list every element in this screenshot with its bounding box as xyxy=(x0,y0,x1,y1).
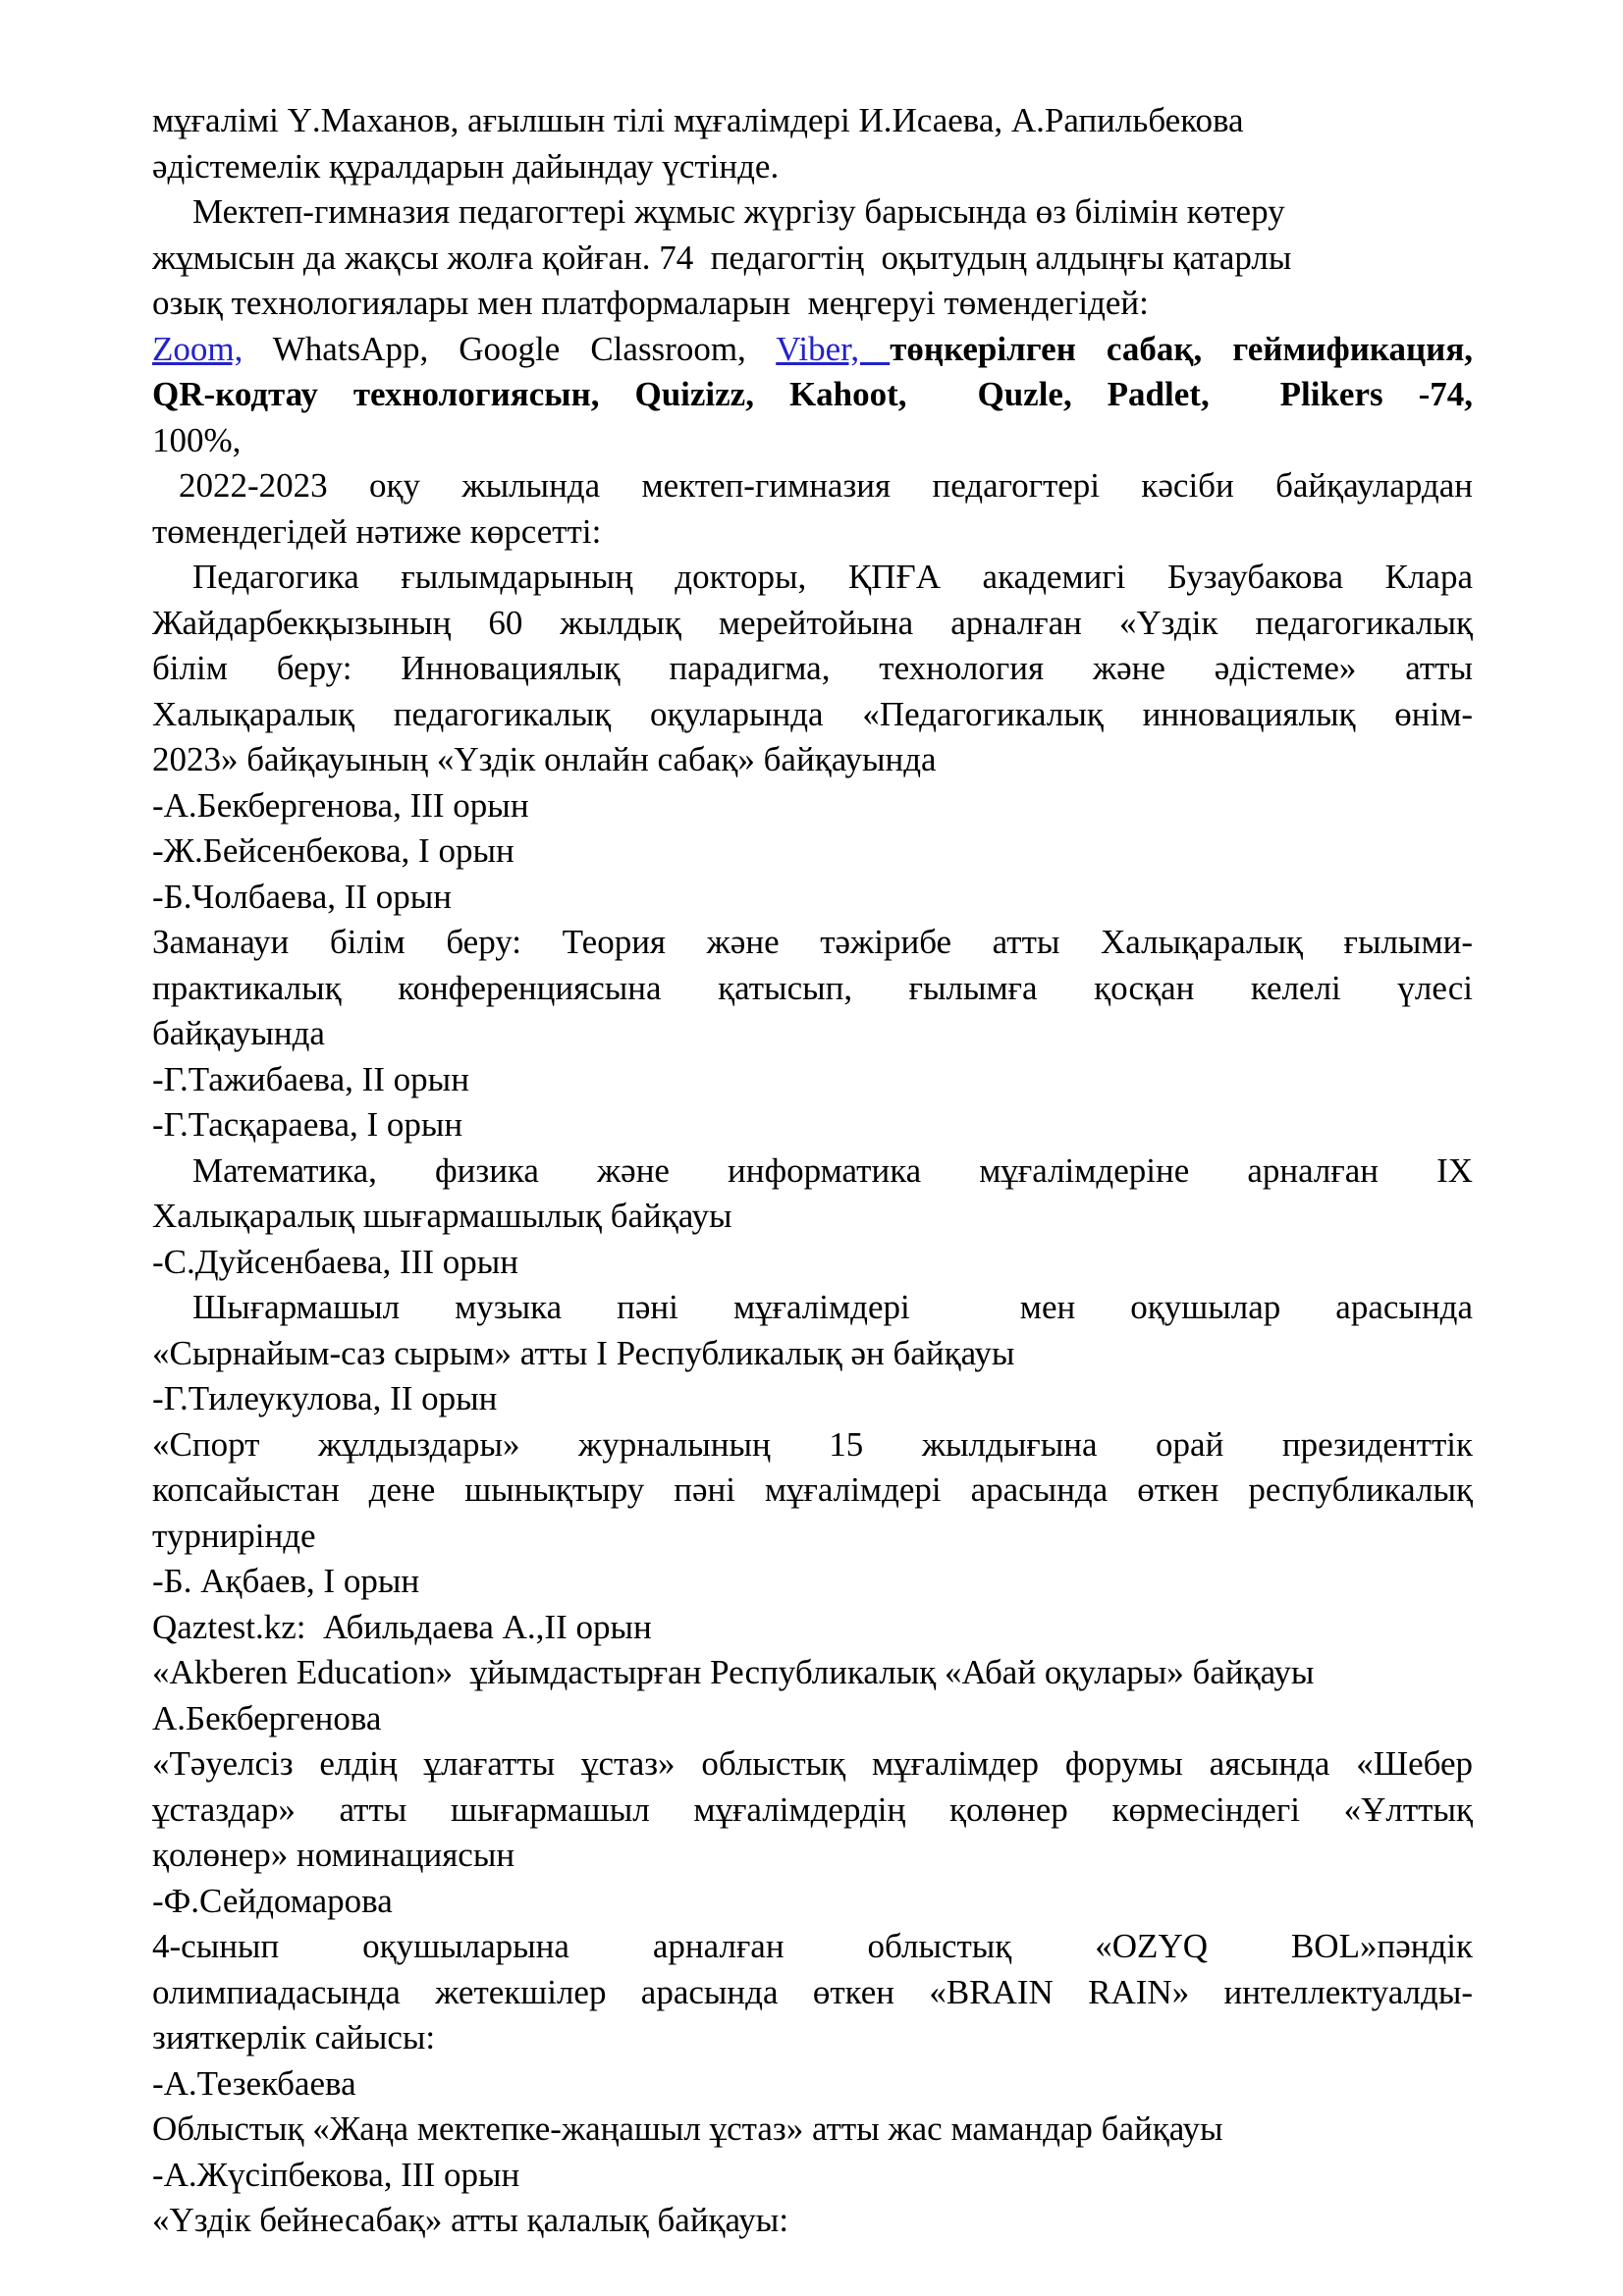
text-line xyxy=(152,1833,1473,1879)
text-run: Облыстық «Жаңа мектепке-жаңашыл ұстаз» атты жас мамандар байқауы xyxy=(152,2109,1223,2148)
text-run: «Тәуелсіз елдің ұлағатты ұстаз» облыстық мұғалімдер форумы аясында «Шебер xyxy=(152,1744,1473,1783)
text-run: WhatsApp, Google Classroom, xyxy=(243,329,777,368)
text-line xyxy=(152,1970,1473,2016)
text-run: зияткерлік сайысы: xyxy=(152,2018,436,2056)
text-line xyxy=(152,1285,1473,1331)
text-run: «Спорт жұлдыздары» журналының 15 жылдығына орай президенттік xyxy=(152,1424,1473,1464)
text-line xyxy=(152,1240,1473,1286)
text-run: 2022-2023 оқу жылында мектеп-гимназия педагогтері кәсіби байқаулардан xyxy=(179,466,1473,505)
text-line xyxy=(152,2198,1473,2244)
text-line xyxy=(152,1788,1473,1834)
text-line xyxy=(152,372,1473,418)
text-run: байқауында xyxy=(152,1014,325,1052)
text-run: әдістемелік құралдарын дайындау үстінде. xyxy=(152,146,780,186)
text-line xyxy=(152,920,1473,966)
text-run: Qaztest.kz: Абильдаева А.,II орын xyxy=(152,1607,652,1646)
text-run: жұмысын да жақсы жолға қойған. 74 педагогтің оқытудың алдыңғы қатарлы xyxy=(152,238,1292,277)
text-run: Мектеп-гимназия педагогтері жұмыс жүргізу барысында өз білімін көтеру xyxy=(192,192,1285,231)
text-run: «Сырнайым-саз сырым» атты I Республикалық ән байқауы xyxy=(152,1333,1015,1372)
text-line xyxy=(152,2061,1473,2108)
text-run: -Г.Тилеукулова, II орын xyxy=(152,1379,498,1417)
text-run: QR-кодтау технологиясын, Quizizz, Kahoot, Quzle, Padlet, Plikers -74, xyxy=(152,375,1473,413)
text-line xyxy=(152,1102,1473,1148)
text-run: «Akberen Education» ұйымдастырған Республикалық «Абай оқулары» байқауы xyxy=(152,1653,1315,1691)
text-line xyxy=(152,1148,1473,1195)
text-run: -Ф.Сейдомарова xyxy=(152,1881,393,1920)
text-run: мұғалімі Ү.Маханов, ағылшын тілі мұғалімдері И.Исаева, А.Рапильбекова xyxy=(152,101,1244,139)
text-run: озық технологиялары мен платформаларын меңгеруі төмендегідей: xyxy=(152,284,1149,322)
text-run: турнирінде xyxy=(152,1516,316,1555)
text-line xyxy=(152,1924,1473,1970)
text-run: практикалық конференциясына қатысып, ғылымға қосқан келелі үлесі xyxy=(152,968,1473,1007)
text-run: 2023» байқауының «Үздік онлайн сабақ» байқауында xyxy=(152,740,937,778)
text-line xyxy=(152,144,1473,190)
text-run: 100%, xyxy=(152,420,242,459)
text-run: «Үздік бейнесабақ» атты қалалық байқауы: xyxy=(152,2201,789,2239)
text-run: қолөнер» номинациясын xyxy=(152,1836,515,1874)
text-line xyxy=(152,646,1473,692)
text-line xyxy=(152,2153,1473,2199)
text-run: -А.Жүсіпбекова, III орын xyxy=(152,2155,520,2194)
text-line xyxy=(152,1468,1473,1514)
text-line xyxy=(152,555,1473,601)
text-line xyxy=(152,1422,1473,1468)
text-line xyxy=(152,1741,1473,1788)
text-line xyxy=(152,236,1473,282)
text-run: Шығармашыл музыка пәні мұғалімдері мен оқушылар арасында xyxy=(192,1288,1473,1326)
text-run: Халықаралық педагогикалық оқуларында «Педагогикалық инновациялық өнім- xyxy=(152,694,1473,733)
text-run: -А.Бекбергенова, III орын xyxy=(152,785,529,825)
text-line xyxy=(152,281,1473,327)
text-line xyxy=(152,966,1473,1012)
text-line xyxy=(152,1376,1473,1422)
text-run: А.Бекбергенова xyxy=(152,1698,382,1737)
text-line xyxy=(152,1650,1473,1696)
text-run: -Б.Чолбаева, II орын xyxy=(152,877,453,916)
text-run: төңкерілген сабақ, геймификация, xyxy=(890,329,1474,368)
text-run: олимпиадасында жетекшілер арасында өткен «BRAIN RAIN» интеллектуалды- xyxy=(152,1972,1473,2011)
text-line xyxy=(152,1011,1473,1057)
text-run: Жайдарбекқызының 60 жылдық мерейтойына арналған «Үздік педагогикалық xyxy=(152,603,1473,642)
text-run: Халықаралық шығармашылық байқауы xyxy=(152,1197,732,1235)
text-line xyxy=(152,601,1473,647)
text-line xyxy=(152,1559,1473,1605)
text-line xyxy=(152,875,1473,921)
text-run: Педагогика ғылымдарының докторы, ҚПҒА академигі Бузаубакова Клара xyxy=(192,558,1473,596)
text-line xyxy=(152,783,1473,829)
text-line xyxy=(152,189,1473,236)
text-line xyxy=(152,692,1473,738)
text-run: -С.Дуйсенбаева, III орын xyxy=(152,1242,519,1281)
text-line xyxy=(152,1879,1473,1925)
text-run: -А.Тезекбаева xyxy=(152,2063,356,2103)
text-line xyxy=(152,1605,1473,1651)
text-run: -Г.Тасқараева, I орын xyxy=(152,1105,463,1144)
text-run: білім беру: Инновациялық парадигма, технология және әдістеме» атты xyxy=(152,649,1473,687)
text-line xyxy=(152,1514,1473,1560)
text-run: ұстаздар» атты шығармашыл мұғалімдердің қолөнер көрмесіндегі «Ұлттық xyxy=(152,1789,1473,1829)
text-line xyxy=(152,1696,1473,1742)
text-run: -Ж.Бейсенбекова, I орын xyxy=(152,831,514,870)
text-line xyxy=(152,327,1473,373)
text-line xyxy=(152,1057,1473,1103)
text-run: 4-сынып оқушыларына арналған облыстық «OZYQ BOL»пәндік xyxy=(152,1927,1473,1965)
zoom-link[interactable]: Zoom, xyxy=(152,329,243,368)
text-line xyxy=(152,418,1473,464)
text-line xyxy=(152,463,1473,509)
text-run: төмендегідей нәтиже көрсетті: xyxy=(152,511,602,551)
text-run: -Б. Ақбаев, I орын xyxy=(152,1562,420,1600)
text-run: копсайыстан дене шынықтыру пәні мұғалімдері арасында өткен республикалық xyxy=(152,1470,1473,1509)
text-run: Заманауи білім беру: Теория және тәжірибе атты Халықаралық ғылыми- xyxy=(152,923,1473,961)
text-line xyxy=(152,98,1473,144)
text-line xyxy=(152,737,1473,783)
text-line xyxy=(152,1331,1473,1377)
text-run: -Г.Тажибаева, II орын xyxy=(152,1059,469,1098)
text-line xyxy=(152,509,1473,556)
text-line xyxy=(152,2107,1473,2153)
viber-link[interactable]: Viber, xyxy=(776,329,891,368)
text-line xyxy=(152,828,1473,875)
text-line xyxy=(152,2015,1473,2061)
text-run: Математика, физика және информатика мұғалімдеріне арналған IX xyxy=(192,1150,1473,1190)
text-line xyxy=(152,1194,1473,1240)
